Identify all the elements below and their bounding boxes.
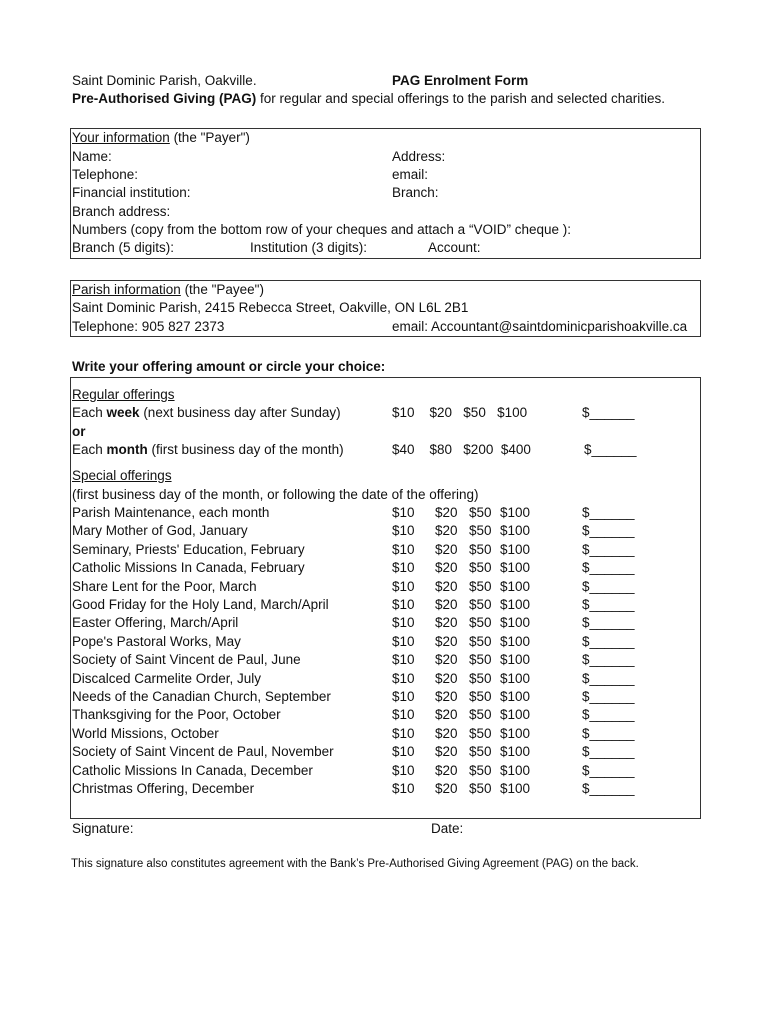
special-amount-choice[interactable]: $50	[469, 578, 492, 594]
weekly-offering-label	[72, 404, 341, 422]
special-amount-choice[interactable]: $100	[500, 652, 531, 668]
special-amount-blank[interactable]: $______	[582, 541, 635, 557]
special-amount-choice[interactable]: $10	[392, 670, 415, 686]
special-offering-label: Share Lent for the Poor, March	[72, 578, 257, 594]
special-amount-blank[interactable]: $______	[582, 689, 635, 704]
special-amount-choice[interactable]: $100	[500, 597, 531, 612]
special-amount-choice[interactable]: $20	[435, 762, 458, 778]
monthly-bold: month	[106, 442, 148, 457]
special-amount-blank[interactable]: $______	[582, 707, 635, 723]
special-amount-choice[interactable]: $50	[469, 781, 492, 796]
special-amount-choice[interactable]: $100	[500, 670, 531, 686]
special-amount-choice[interactable]: $20	[435, 541, 458, 557]
special-offering-label: Parish Maintenance, each month	[72, 505, 270, 520]
special-amount-choice[interactable]: $10	[392, 597, 415, 612]
payer-heading	[72, 129, 250, 147]
special-amount-blank[interactable]: $______	[582, 725, 635, 741]
special-amount-choice[interactable]: $20	[435, 781, 458, 796]
special-amount-choice[interactable]: $10	[392, 652, 415, 668]
special-offering-label: Seminary, Priests' Education, February	[72, 541, 305, 557]
special-amount-choice[interactable]: $100	[500, 762, 531, 778]
special-amount-choice[interactable]: $20	[435, 652, 458, 668]
special-amount-blank[interactable]: $______	[582, 744, 635, 760]
parish-name: Saint Dominic Parish, Oakville.	[72, 73, 257, 88]
special-amount-choice[interactable]: $10	[392, 578, 415, 594]
date-field[interactable]: Date:	[431, 821, 464, 836]
special-amount-choice[interactable]: $20	[435, 689, 458, 704]
signature-field[interactable]: Signature:	[72, 821, 134, 836]
special-amount-choice[interactable]: $50	[469, 560, 492, 576]
special-amount-choice[interactable]: $50	[469, 762, 492, 778]
payee-telephone: Telephone: 905 827 2373	[72, 319, 225, 334]
special-offering-label: Discalced Carmelite Order, July	[72, 670, 262, 686]
special-offering-label: Mary Mother of God, January	[72, 523, 248, 539]
special-offering-label: Catholic Missions In Canada, December	[72, 762, 313, 778]
subtitle-rest: for regular and special offerings to the parish and selected charities.	[256, 91, 666, 106]
monthly-prefix: Each	[72, 442, 107, 457]
special-amount-choice[interactable]: $50	[469, 523, 492, 539]
payer-name-field[interactable]: Name:	[72, 149, 112, 164]
special-amount-choice[interactable]: $20	[435, 633, 458, 649]
special-amount-choice[interactable]: $20	[435, 707, 458, 723]
special-offering-label: Society of Saint Vincent de Paul, November	[72, 744, 334, 760]
special-amount-choice[interactable]: $50	[469, 652, 492, 668]
special-amount-choice[interactable]: $20	[435, 505, 458, 520]
special-amount-choice[interactable]: $20	[435, 670, 458, 686]
monthly-amount-choices[interactable]: $40 $80 $200 $400	[392, 442, 531, 457]
special-amount-choice[interactable]: $10	[392, 633, 415, 649]
monthly-suffix: (first business day of the month)	[147, 442, 344, 457]
monthly-offering-label	[72, 441, 344, 459]
payer-heading-suffix: (the "Payer")	[169, 130, 250, 145]
special-amount-choice[interactable]: $20	[435, 523, 458, 539]
offering-prompt: Write your offering amount or circle your choice:	[72, 359, 386, 374]
payer-address-field[interactable]: Address:	[392, 149, 446, 164]
payer-numbers-note: Numbers (copy from the bottom row of your cheques and attach a “VOID” cheque ):	[72, 222, 571, 237]
special-amount-choice[interactable]: $20	[435, 725, 458, 741]
special-offerings-heading: Special offerings	[72, 468, 172, 483]
payee-heading-suffix: (the "Payee")	[180, 282, 264, 297]
special-amount-choice[interactable]: $10	[392, 615, 415, 631]
special-amount-choice[interactable]: $20	[435, 597, 458, 612]
special-amount-choice[interactable]: $100	[500, 541, 531, 557]
special-amount-blank[interactable]: $______	[582, 652, 635, 668]
payer-financial-institution-field[interactable]: Financial institution:	[72, 185, 191, 200]
special-amount-choice[interactable]: $10	[392, 781, 415, 796]
special-amount-blank[interactable]: $______	[582, 505, 635, 520]
footer-note: This signature also constitutes agreement with the Bank’s Pre-Authorised Giving Agreement (PAG) on the back.	[71, 858, 639, 870]
subtitle-bold: Pre-Authorised Giving (PAG)	[72, 91, 257, 106]
weekly-amount-choices[interactable]: $10 $20 $50 $100	[392, 405, 528, 420]
special-amount-choice[interactable]: $50	[469, 670, 492, 686]
weekly-amount-blank[interactable]: $______	[582, 405, 635, 420]
special-amount-choice[interactable]: $10	[392, 744, 415, 760]
special-amount-blank[interactable]: $______	[582, 670, 635, 686]
payee-address: Saint Dominic Parish, 2415 Rebecca Street, Oakville, ON L6L 2B1	[72, 300, 469, 315]
or-label: or	[72, 424, 86, 439]
payer-institution-digits-field[interactable]: Institution (3 digits):	[250, 240, 368, 255]
payer-branch-address-field[interactable]: Branch address:	[72, 204, 171, 219]
special-amount-choice[interactable]: $10	[392, 560, 415, 576]
special-amount-choice[interactable]: $100	[500, 578, 531, 594]
special-amount-choice[interactable]: $20	[435, 744, 458, 760]
regular-offerings-heading: Regular offerings	[72, 387, 175, 402]
payer-email-field[interactable]: email:	[392, 167, 429, 182]
special-amount-choice[interactable]: $10	[392, 762, 415, 778]
special-amount-choice[interactable]: $20	[435, 560, 458, 576]
special-amount-choice[interactable]: $100	[500, 689, 531, 704]
special-offering-label: Good Friday for the Holy Land, March/April	[72, 597, 329, 612]
payee-heading-label: Parish information	[72, 282, 181, 297]
special-amount-blank[interactable]: $______	[582, 597, 635, 612]
special-offering-label: Thanksgiving for the Poor, October	[72, 707, 281, 723]
special-amount-choice[interactable]: $50	[469, 744, 492, 760]
special-amount-blank[interactable]: $______	[582, 560, 635, 576]
special-amount-choice[interactable]: $20	[435, 615, 458, 631]
special-amount-choice[interactable]: $50	[469, 597, 492, 612]
special-amount-choice[interactable]: $50	[469, 633, 492, 649]
payer-heading-label: Your information	[72, 130, 170, 145]
payer-telephone-field[interactable]: Telephone:	[72, 167, 139, 182]
special-amount-choice[interactable]: $10	[392, 689, 415, 704]
special-amount-blank[interactable]: $______	[582, 781, 635, 796]
special-amount-choice[interactable]: $10	[392, 707, 415, 723]
special-amount-choice[interactable]: $100	[500, 744, 531, 760]
special-offering-label: World Missions, October	[72, 725, 219, 741]
special-amount-choice[interactable]: $100	[500, 523, 531, 539]
special-amount-choice[interactable]: $100	[500, 505, 531, 520]
payee-heading	[72, 281, 264, 299]
special-offering-label: Catholic Missions In Canada, February	[72, 560, 305, 576]
weekly-suffix: (next business day after Sunday)	[139, 405, 341, 420]
payer-branch-digits-field[interactable]: Branch (5 digits):	[72, 240, 175, 255]
special-amount-blank[interactable]: $______	[582, 633, 635, 649]
special-amount-choice[interactable]: $50	[469, 541, 492, 557]
special-offering-label: Pope's Pastoral Works, May	[72, 633, 241, 649]
special-amount-choice[interactable]: $100	[500, 781, 531, 796]
special-amount-choice[interactable]: $10	[392, 725, 415, 741]
special-offerings-note: (first business day of the month, or following the date of the offering)	[72, 487, 479, 502]
form-title: PAG Enrolment Form	[392, 73, 529, 88]
special-amount-choice[interactable]: $100	[500, 633, 531, 649]
weekly-prefix: Each	[72, 405, 107, 420]
payer-branch-field[interactable]: Branch:	[392, 185, 439, 200]
special-amount-choice[interactable]: $10	[392, 541, 415, 557]
special-offering-label: Easter Offering, March/April	[72, 615, 239, 631]
special-amount-choice[interactable]: $100	[500, 560, 531, 576]
special-offering-label: Christmas Offering, December	[72, 781, 255, 796]
special-amount-choice[interactable]: $50	[469, 689, 492, 704]
special-amount-blank[interactable]: $______	[582, 578, 635, 594]
special-amount-choice[interactable]: $50	[469, 505, 492, 520]
payer-account-field[interactable]: Account:	[428, 240, 481, 255]
special-amount-blank[interactable]: $______	[582, 523, 635, 539]
special-amount-choice[interactable]: $50	[469, 615, 492, 631]
weekly-bold: week	[106, 405, 140, 420]
special-amount-choice[interactable]: $50	[469, 725, 492, 741]
special-offering-label: Society of Saint Vincent de Paul, June	[72, 652, 301, 668]
payee-email: email: Accountant@saintdominicparishoakville.ca	[392, 319, 688, 334]
special-amount-choice[interactable]: $20	[435, 578, 458, 594]
special-amount-choice[interactable]: $100	[500, 707, 531, 723]
special-amount-blank[interactable]: $______	[582, 762, 635, 778]
form-subtitle	[72, 90, 665, 108]
special-amount-blank[interactable]: $______	[582, 615, 635, 631]
special-amount-choice[interactable]: $100	[500, 725, 531, 741]
special-offering-label: Needs of the Canadian Church, September	[72, 689, 331, 704]
special-amount-choice[interactable]: $100	[500, 615, 531, 631]
monthly-amount-blank[interactable]: $______	[584, 442, 637, 457]
special-amount-choice[interactable]: $10	[392, 505, 415, 520]
special-amount-choice[interactable]: $10	[392, 523, 415, 539]
special-amount-choice[interactable]: $50	[469, 707, 492, 723]
